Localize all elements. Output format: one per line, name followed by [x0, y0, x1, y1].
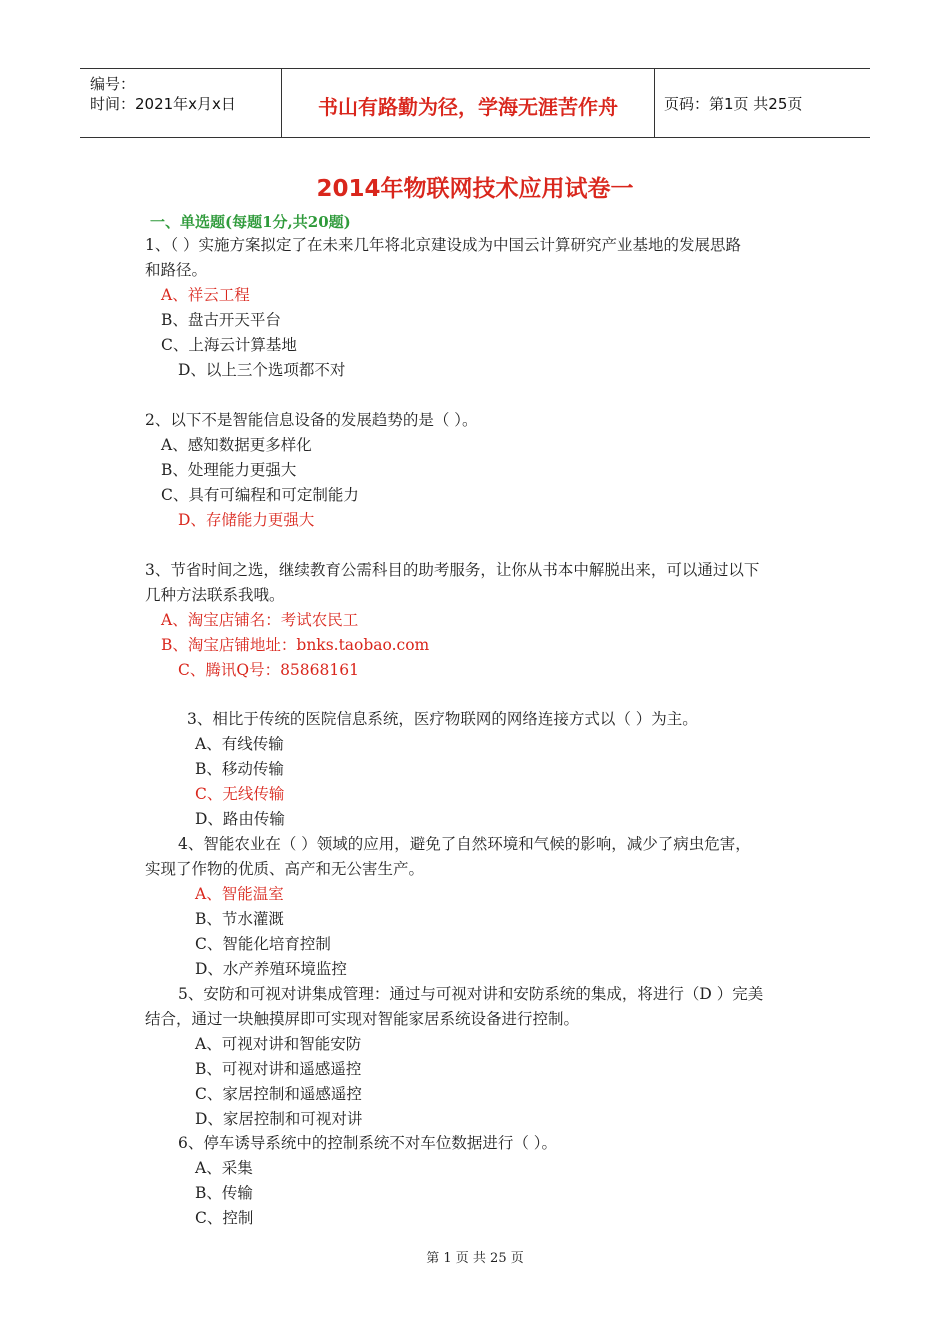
- option: C、具有可编程和可定制能力: [161, 486, 359, 504]
- option-correct: C、无线传输: [195, 785, 285, 803]
- option-correct: A、淘宝店铺名：考试农民工: [161, 611, 359, 629]
- question-stem: 4、智能农业在（ ）领域的应用，避免了自然环境和气候的影响，减少了病虫危害，: [178, 835, 751, 853]
- question-stem: 1、（ ）实施方案拟定了在未来几年将北京建设成为中国云计算研究产业基地的发展思路: [145, 236, 742, 254]
- option: A、采集: [195, 1159, 253, 1177]
- header-middle-cell: [281, 69, 655, 137]
- question-stem: 5、安防和可视对讲集成管理：通过与可视对讲和安防系统的集成，将进行（D ）完美: [178, 985, 764, 1003]
- option: B、盘古开天平台: [161, 311, 281, 329]
- option: A、有线传输: [195, 735, 284, 753]
- page-header: [80, 68, 870, 138]
- exam-title: 2014年物联网技术应用试卷一: [316, 176, 634, 202]
- option: A、可视对讲和智能安防: [195, 1035, 362, 1053]
- option: D、以上三个选项都不对: [178, 361, 346, 379]
- option: B、移动传输: [195, 760, 284, 778]
- time-label: 时间：2021年x月x日: [90, 95, 236, 113]
- question-stem: 3、节省时间之选，继续教育公需科目的助考服务，让你从书本中解脱出来，可以通过以下: [145, 561, 760, 579]
- header-right-cell: [654, 69, 870, 137]
- option: B、可视对讲和遥感遥控: [195, 1060, 362, 1078]
- option-correct: A、智能温室: [195, 885, 284, 903]
- option: B、节水灌溉: [195, 910, 284, 928]
- section-heading: 一、单选题(每题1分,共20题): [150, 213, 351, 231]
- option: A、感知数据更多样化: [161, 436, 312, 454]
- question-stem: 6、停车诱导系统中的控制系统不对车位数据进行（ ）。: [178, 1134, 558, 1152]
- option: D、家居控制和可视对讲: [195, 1110, 363, 1128]
- option: C、上海云计算基地: [161, 336, 297, 354]
- motto: 书山有路勤为径，学海无涯苦作舟: [318, 95, 618, 119]
- question-stem: 2、以下不是智能信息设备的发展趋势的是（ ）。: [145, 411, 478, 429]
- question-stem: 结合，通过一块触摸屏即可实现对智能家居系统设备进行控制。: [145, 1010, 580, 1028]
- option: D、路由传输: [195, 810, 285, 828]
- option-correct: D、存储能力更强大: [178, 511, 315, 529]
- question-stem: 和路径。: [145, 261, 208, 279]
- option: D、水产养殖环境监控: [195, 960, 347, 978]
- header-left-cell: [80, 69, 280, 137]
- question-stem: 实现了作物的优质、高产和无公害生产。: [145, 860, 425, 878]
- option: B、传输: [195, 1184, 253, 1202]
- option: C、控制: [195, 1209, 254, 1227]
- option-correct: A、祥云工程: [161, 286, 250, 304]
- code-label: 编号：: [90, 75, 136, 93]
- option: B、处理能力更强大: [161, 461, 297, 479]
- option-correct: B、淘宝店铺地址：bnks.taobao.com: [161, 636, 430, 654]
- page-info: 页码：第1页 共25页: [664, 95, 803, 113]
- option: C、家居控制和遥感遥控: [195, 1085, 362, 1103]
- page-footer: 第 1 页 共 25 页: [426, 1251, 524, 1266]
- option-correct: C、腾讯Q号：85868161: [178, 661, 359, 679]
- question-stem: 3、相比于传统的医院信息系统，医疗物联网的网络连接方式以（ ）为主。: [187, 710, 698, 728]
- option: C、智能化培育控制: [195, 935, 331, 953]
- question-stem: 几种方法联系我哦。: [145, 586, 285, 604]
